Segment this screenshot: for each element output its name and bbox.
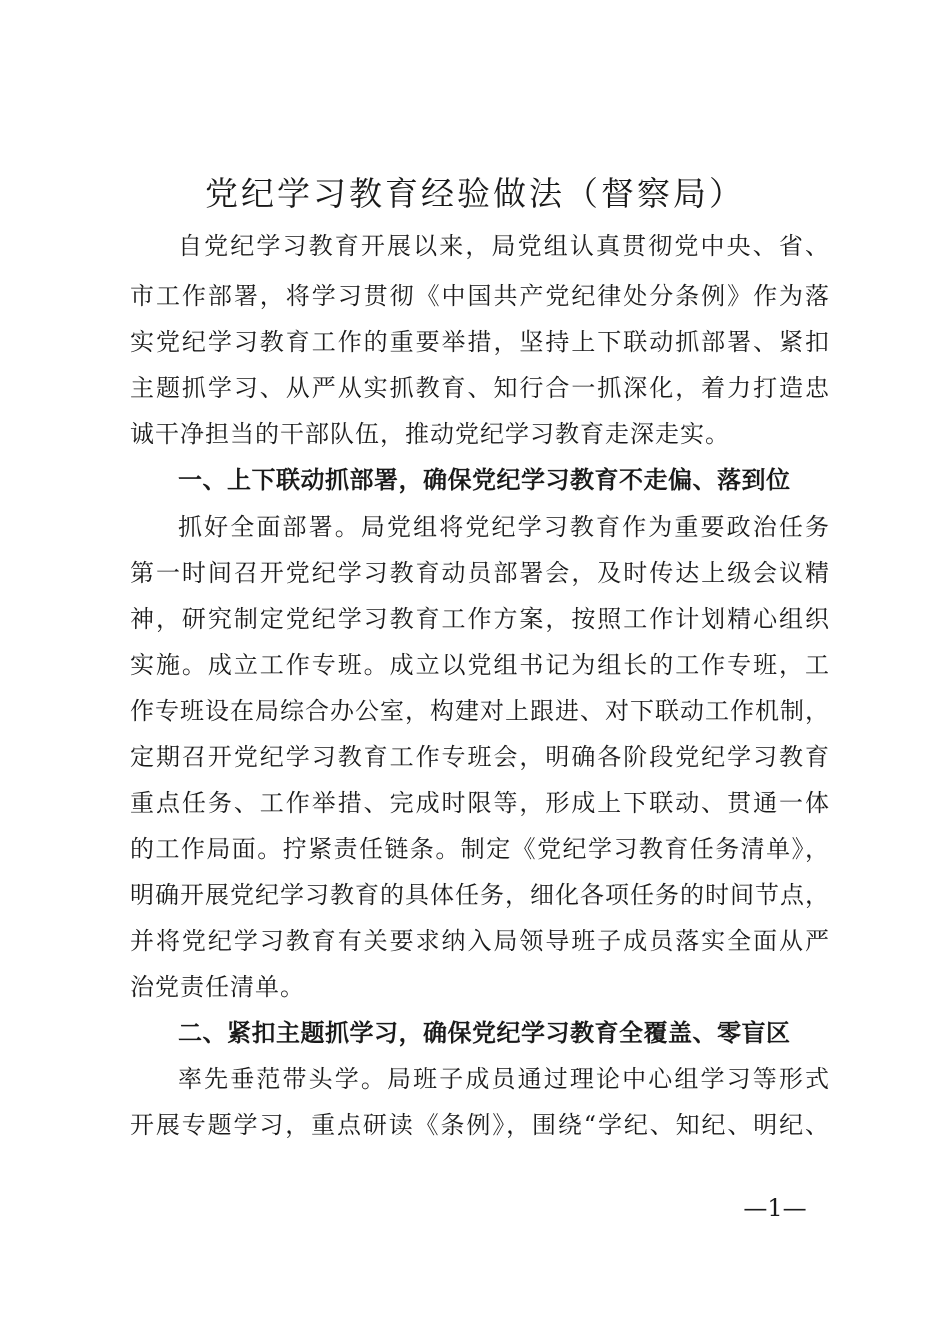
paragraph-line: 并将党纪学习教育有关要求纳入局领导班子成员落实全面从严 [130, 927, 830, 955]
paragraph-line: 作专班设在局综合办公室，构建对上跟进、对下联动工作机制， [130, 697, 830, 725]
paragraph-line: 定期召开党纪学习教育工作专班会，明确各阶段党纪学习教育 [130, 743, 830, 771]
paragraph-line: 的工作局面。拧紧责任链条。制定《党纪学习教育任务清单》， [130, 835, 830, 863]
paragraph-line: 神，研究制定党纪学习教育工作方案，按照工作计划精心组织 [130, 605, 830, 633]
paragraph-line: 抓好全面部署。局党组将党纪学习教育作为重要政治任务 [178, 513, 830, 541]
document-title: 党纪学习教育经验做法（督察局） [205, 174, 745, 213]
section-heading: 二、紧扣主题抓学习，确保党纪学习教育全覆盖、零盲区 [178, 1018, 791, 1047]
section-heading: 一、上下联动抓部署，确保党纪学习教育不走偏、落到位 [178, 465, 791, 494]
intro-line: 诚干净担当的干部队伍，推动党纪学习教育走深走实。 [130, 420, 730, 448]
intro-line: 自党纪学习教育开展以来，局党组认真贯彻党中央、省、 [178, 232, 830, 260]
paragraph-line: 第一时间召开党纪学习教育动员部署会，及时传达上级会议精 [130, 559, 830, 587]
paragraph-line: 治党责任清单。 [130, 973, 305, 1001]
paragraph-line: 重点任务、工作举措、完成时限等，形成上下联动、贯通一体 [130, 789, 830, 817]
paragraph-line: 率先垂范带头学。局班子成员通过理论中心组学习等形式 [178, 1065, 830, 1093]
paragraph-line: 明确开展党纪学习教育的具体任务，细化各项任务的时间节点， [130, 881, 830, 909]
paragraph-line: 开展专题学习，重点研读《条例》，围绕“学纪、知纪、明纪、 [130, 1111, 830, 1139]
intro-line: 主题抓学习、从严从实抓教育、知行合一抓深化，着力打造忠 [130, 374, 830, 402]
intro-line: 实党纪学习教育工作的重要举措，坚持上下联动抓部署、紧扣 [130, 328, 830, 356]
page-number: —1— [743, 1194, 807, 1222]
paragraph-line: 实施。成立工作专班。成立以党组书记为组长的工作专班，工 [130, 651, 830, 679]
intro-line: 市工作部署，将学习贯彻《中国共产党纪律处分条例》作为落 [130, 282, 830, 310]
